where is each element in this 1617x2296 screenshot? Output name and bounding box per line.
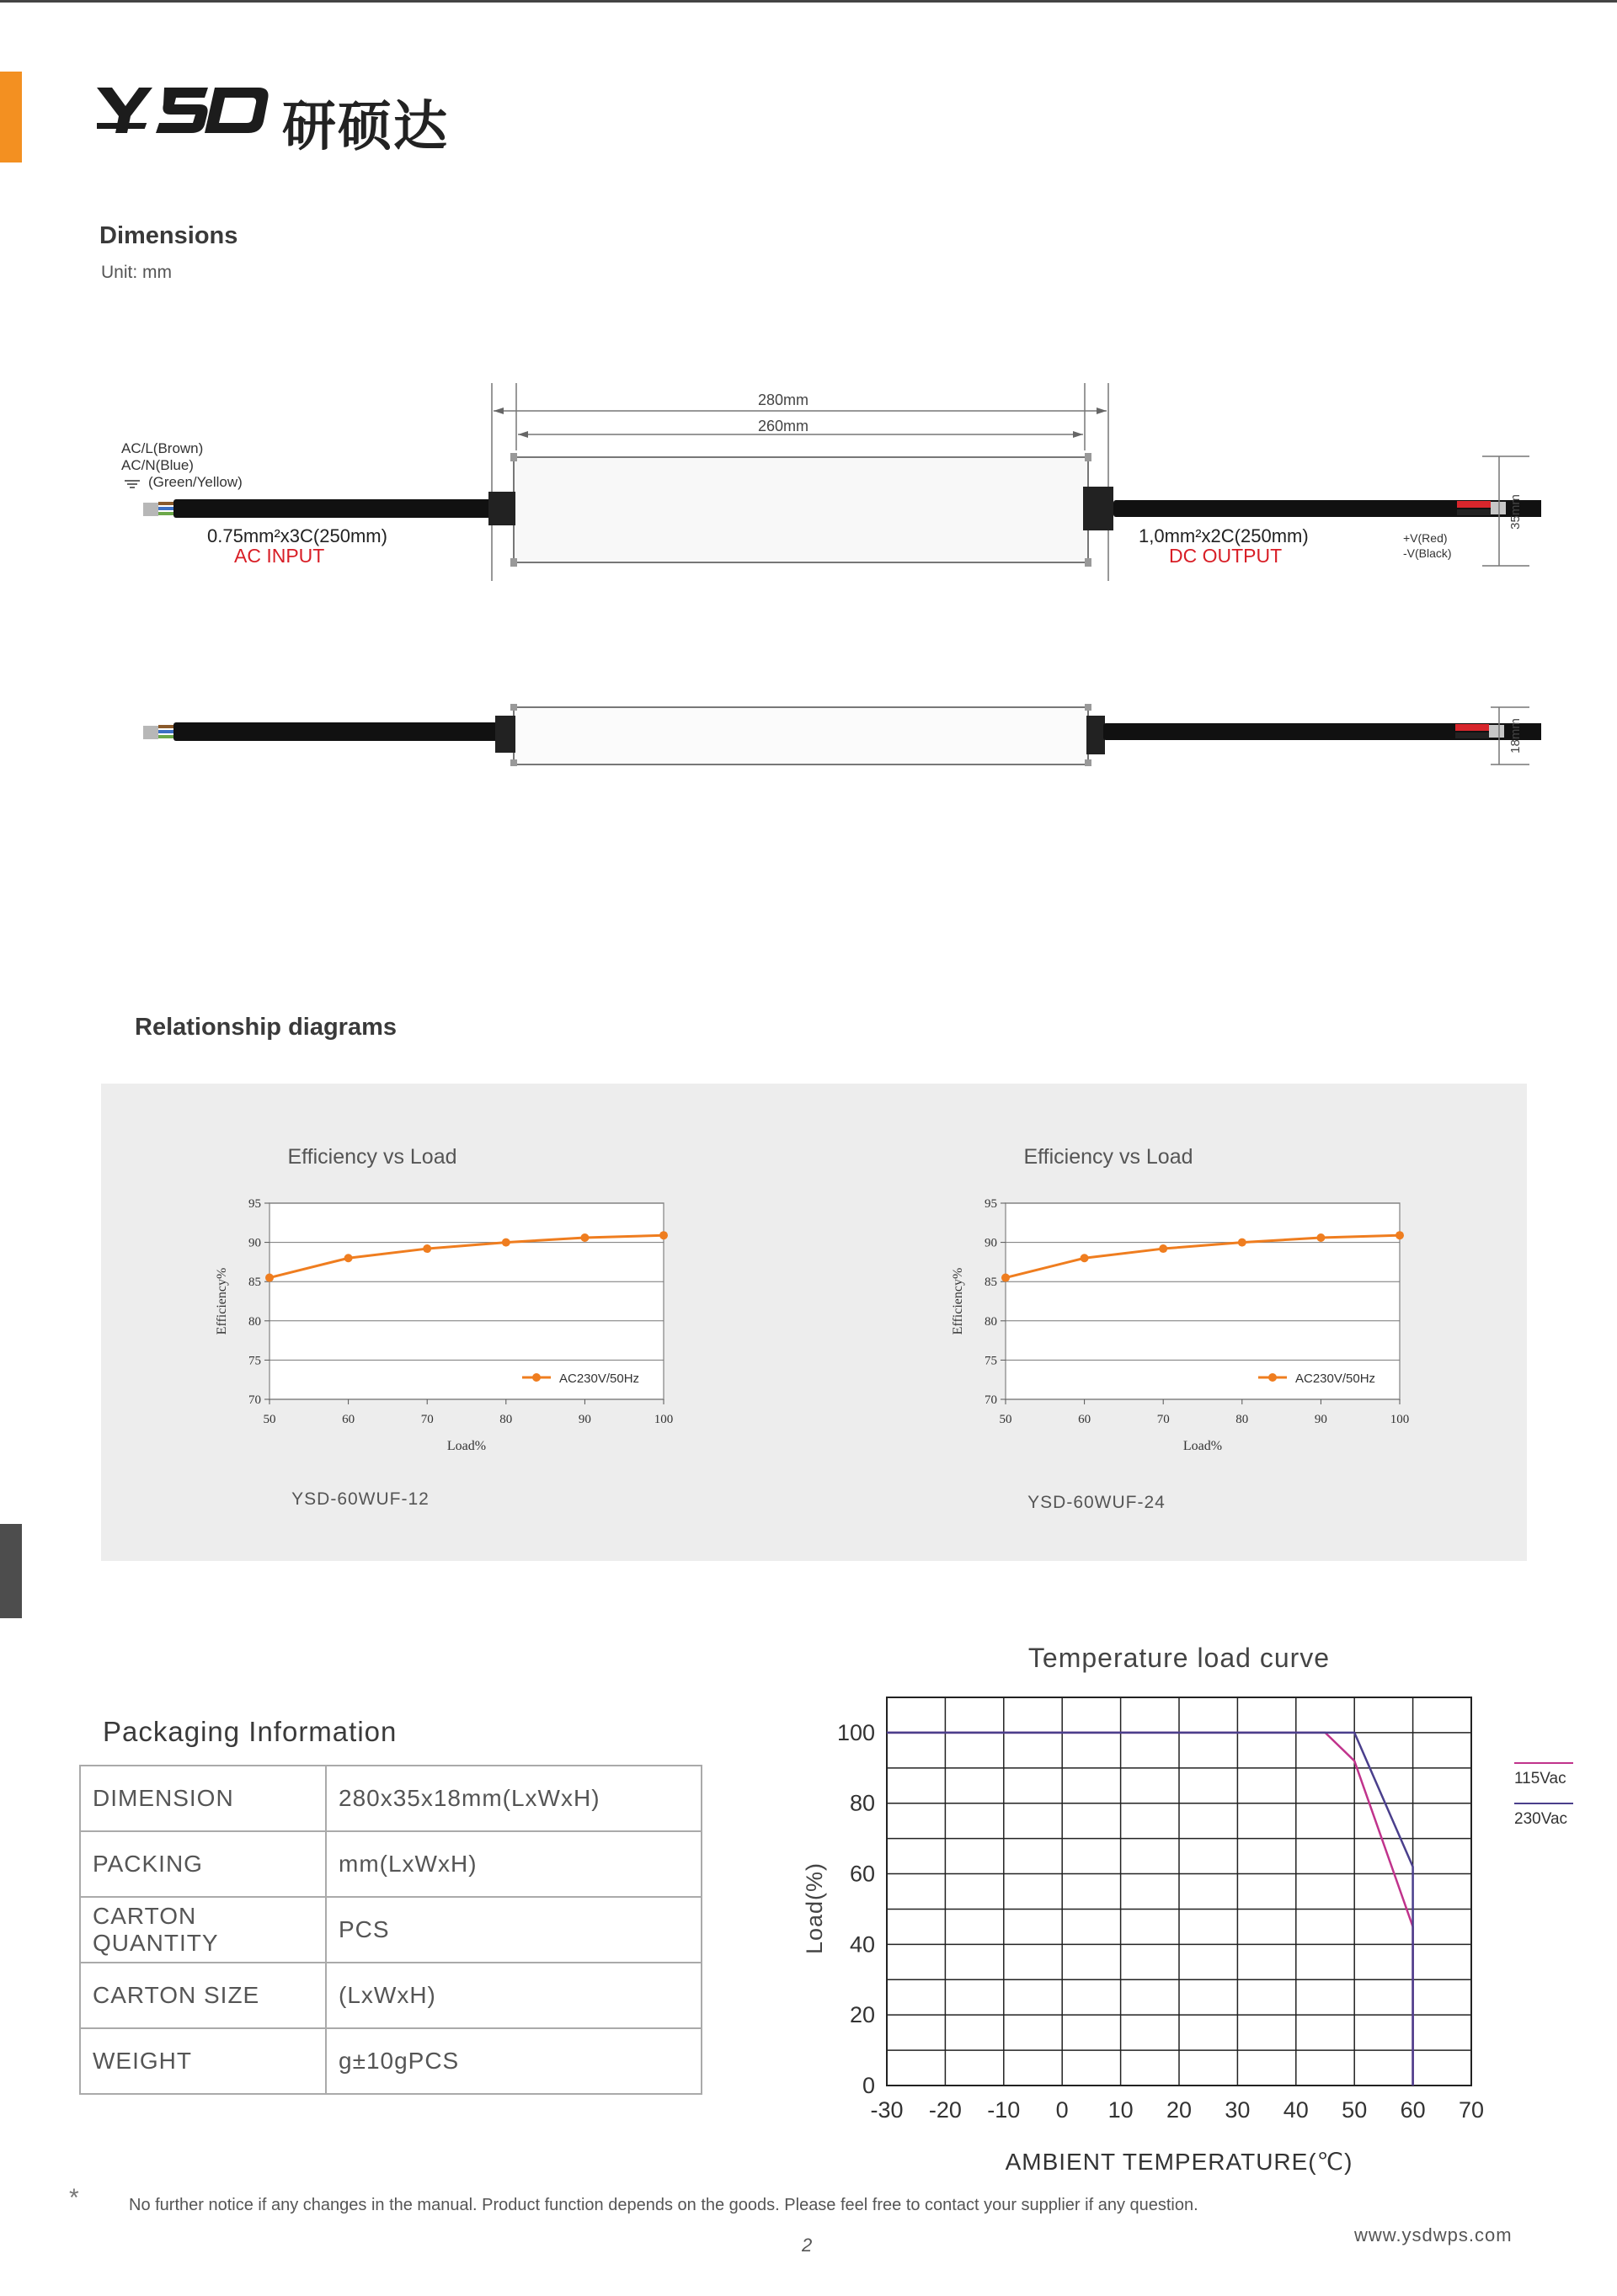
x-tick-label: 90 <box>578 1413 591 1426</box>
plot-area <box>270 1203 664 1399</box>
thickness-label: 18mm <box>1508 718 1523 754</box>
wire-ac-n: AC/N(Blue) <box>121 457 194 473</box>
packaging-key: CARTON QUANTITY <box>80 1897 326 1963</box>
v-pos-label: +V(Red) <box>1403 531 1448 545</box>
x-tick-label: 30 <box>1225 2097 1251 2123</box>
table-row <box>80 1963 702 2028</box>
side-tab <box>0 1524 22 1618</box>
x-tick-label: 80 <box>1235 1413 1249 1426</box>
packaging-key: PACKING <box>80 1831 326 1897</box>
x-axis-label: AMBIENT TEMPERATURE(℃) <box>1005 2149 1353 2175</box>
y-tick-label: 70 <box>248 1393 261 1407</box>
data-point <box>423 1244 431 1253</box>
y-tick-label: 40 <box>849 1931 875 1958</box>
x-tick-label: 60 <box>342 1413 355 1426</box>
legend-label: AC230V/50Hz <box>1295 1372 1376 1386</box>
x-tick-label: 100 <box>1390 1413 1410 1426</box>
data-point <box>265 1274 274 1282</box>
data-point <box>659 1231 668 1239</box>
table-row <box>80 2028 702 2094</box>
ground-icon <box>125 481 140 487</box>
accent-bar <box>0 72 22 162</box>
x-tick-label: 0 <box>1055 2097 1069 2123</box>
data-point <box>502 1239 510 1247</box>
x-tick-label: 70 <box>420 1413 434 1426</box>
packaging-title: Packaging Information <box>103 1716 398 1747</box>
plot-area <box>1006 1203 1400 1399</box>
packaging-value: mm(LxWxH) <box>326 1831 702 1897</box>
y-tick-label: 60 <box>849 1861 875 1887</box>
x-tick-label: 50 <box>263 1413 276 1426</box>
legend-label: 115Vac <box>1514 1770 1566 1787</box>
y-axis-label: Efficiency% <box>951 1267 965 1335</box>
data-point <box>344 1254 353 1262</box>
chart-title: Efficiency vs Load <box>1023 1145 1193 1169</box>
y-tick-label: 90 <box>985 1236 997 1250</box>
x-tick-label: -30 <box>870 2097 904 2123</box>
packaging-value: g±10gPCS <box>326 2028 702 2094</box>
data-point <box>580 1233 589 1242</box>
footnote-text: No further notice if any changes in the manual. Product function depends on the goods. Please feel free to contact your supplier if any question. <box>129 2196 1198 2214</box>
x-tick-label: 80 <box>499 1413 513 1426</box>
wire-ac-l: AC/L(Brown) <box>121 440 204 456</box>
y-tick-label: 20 <box>849 2002 875 2028</box>
model-caption: YSD-60WUF-12 <box>291 1489 430 1509</box>
ac-cable-spec: 0.75mm²x3C(250mm) <box>207 525 387 546</box>
relationship-title: Relationship diagrams <box>135 1014 398 1041</box>
packaging-key: DIMENSION <box>80 1766 326 1831</box>
packaging-key: CARTON SIZE <box>80 1963 326 2028</box>
y-tick-label: 80 <box>849 1790 875 1816</box>
y-tick-label: 95 <box>248 1197 261 1211</box>
packaging-value: (LxWxH) <box>326 1963 702 2028</box>
wire-ground: (Green/Yellow) <box>148 474 243 490</box>
x-tick-label: 100 <box>654 1413 674 1426</box>
y-tick-label: 85 <box>248 1276 261 1290</box>
x-tick-label: 70 <box>1458 2097 1485 2123</box>
y-tick-label: 100 <box>836 1719 875 1745</box>
data-point <box>1001 1274 1010 1282</box>
x-axis-label: Load% <box>1182 1439 1223 1453</box>
x-tick-label: 10 <box>1107 2097 1134 2123</box>
y-tick-label: 0 <box>862 2073 875 2098</box>
y-tick-label: 75 <box>248 1354 261 1368</box>
x-tick-label: 40 <box>1283 2097 1309 2123</box>
data-point <box>1238 1239 1246 1247</box>
chart-title: Efficiency vs Load <box>287 1145 457 1169</box>
x-tick-label: -20 <box>928 2097 962 2123</box>
packaging-value: 280x35x18mm(LxWxH) <box>326 1766 702 1831</box>
data-point <box>1159 1244 1167 1253</box>
ysd-logo-icon <box>97 84 274 136</box>
dimension-drawing <box>93 370 1541 791</box>
x-tick-label: 70 <box>1156 1413 1170 1426</box>
y-tick-label: 70 <box>985 1393 997 1407</box>
y-tick-label: 75 <box>985 1354 997 1368</box>
chart-title: Temperature load curve <box>1027 1643 1331 1673</box>
y-tick-label: 90 <box>248 1236 261 1250</box>
ac-input-label: AC INPUT <box>234 545 325 567</box>
length-inner-label: 260mm <box>757 418 809 434</box>
y-tick-label: 95 <box>985 1197 997 1211</box>
brand-name: 研硕达 <box>282 96 449 158</box>
page-number: 2 <box>802 2235 813 2256</box>
table-row <box>80 1897 702 1963</box>
x-tick-label: 90 <box>1314 1413 1327 1426</box>
table-row <box>80 1831 702 1897</box>
data-point <box>1316 1233 1325 1242</box>
efficiency-chart-12v <box>185 1134 691 1555</box>
dc-output-label: DC OUTPUT <box>1169 545 1283 567</box>
legend-marker <box>532 1373 541 1382</box>
data-point <box>1396 1231 1404 1239</box>
x-tick-label: 60 <box>1400 2097 1426 2123</box>
model-caption: YSD-60WUF-24 <box>1027 1493 1166 1512</box>
height-label: 35mm <box>1508 494 1523 530</box>
footnote-star: * <box>69 2184 79 2212</box>
data-point <box>1081 1254 1089 1262</box>
table-row <box>80 1766 702 1831</box>
efficiency-chart-panel <box>101 1084 1527 1561</box>
x-tick-label: -10 <box>987 2097 1021 2123</box>
top-border <box>0 0 1617 3</box>
length-outer-label: 280mm <box>757 392 809 408</box>
x-tick-label: 20 <box>1166 2097 1193 2123</box>
dc-cable-spec: 1,0mm²x2C(250mm) <box>1139 525 1309 546</box>
temperature-load-chart <box>783 1633 1609 2197</box>
v-neg-label: -V(Black) <box>1403 546 1452 560</box>
legend-marker <box>1268 1373 1277 1382</box>
dimensions-title: Dimensions <box>99 222 238 249</box>
unit-label: Unit: mm <box>101 263 172 282</box>
x-tick-label: 50 <box>1342 2097 1368 2123</box>
efficiency-chart-24v <box>921 1134 1427 1555</box>
x-tick-label: 50 <box>999 1413 1012 1426</box>
y-axis-label: Efficiency% <box>215 1267 229 1335</box>
y-tick-label: 85 <box>985 1276 997 1290</box>
x-axis-label: Load% <box>446 1439 487 1453</box>
packaging-value: PCS <box>326 1897 702 1963</box>
y-tick-label: 80 <box>985 1314 997 1329</box>
packaging-key: WEIGHT <box>80 2028 326 2094</box>
website-link[interactable]: www.ysdwps.com <box>1354 2224 1513 2245</box>
x-tick-label: 60 <box>1078 1413 1091 1426</box>
packaging-table <box>79 1765 702 2095</box>
y-axis-label: Load(%) <box>802 1862 827 1955</box>
legend-label: AC230V/50Hz <box>559 1372 640 1386</box>
y-tick-label: 80 <box>248 1314 261 1329</box>
legend-label: 230Vac <box>1514 1810 1568 1828</box>
